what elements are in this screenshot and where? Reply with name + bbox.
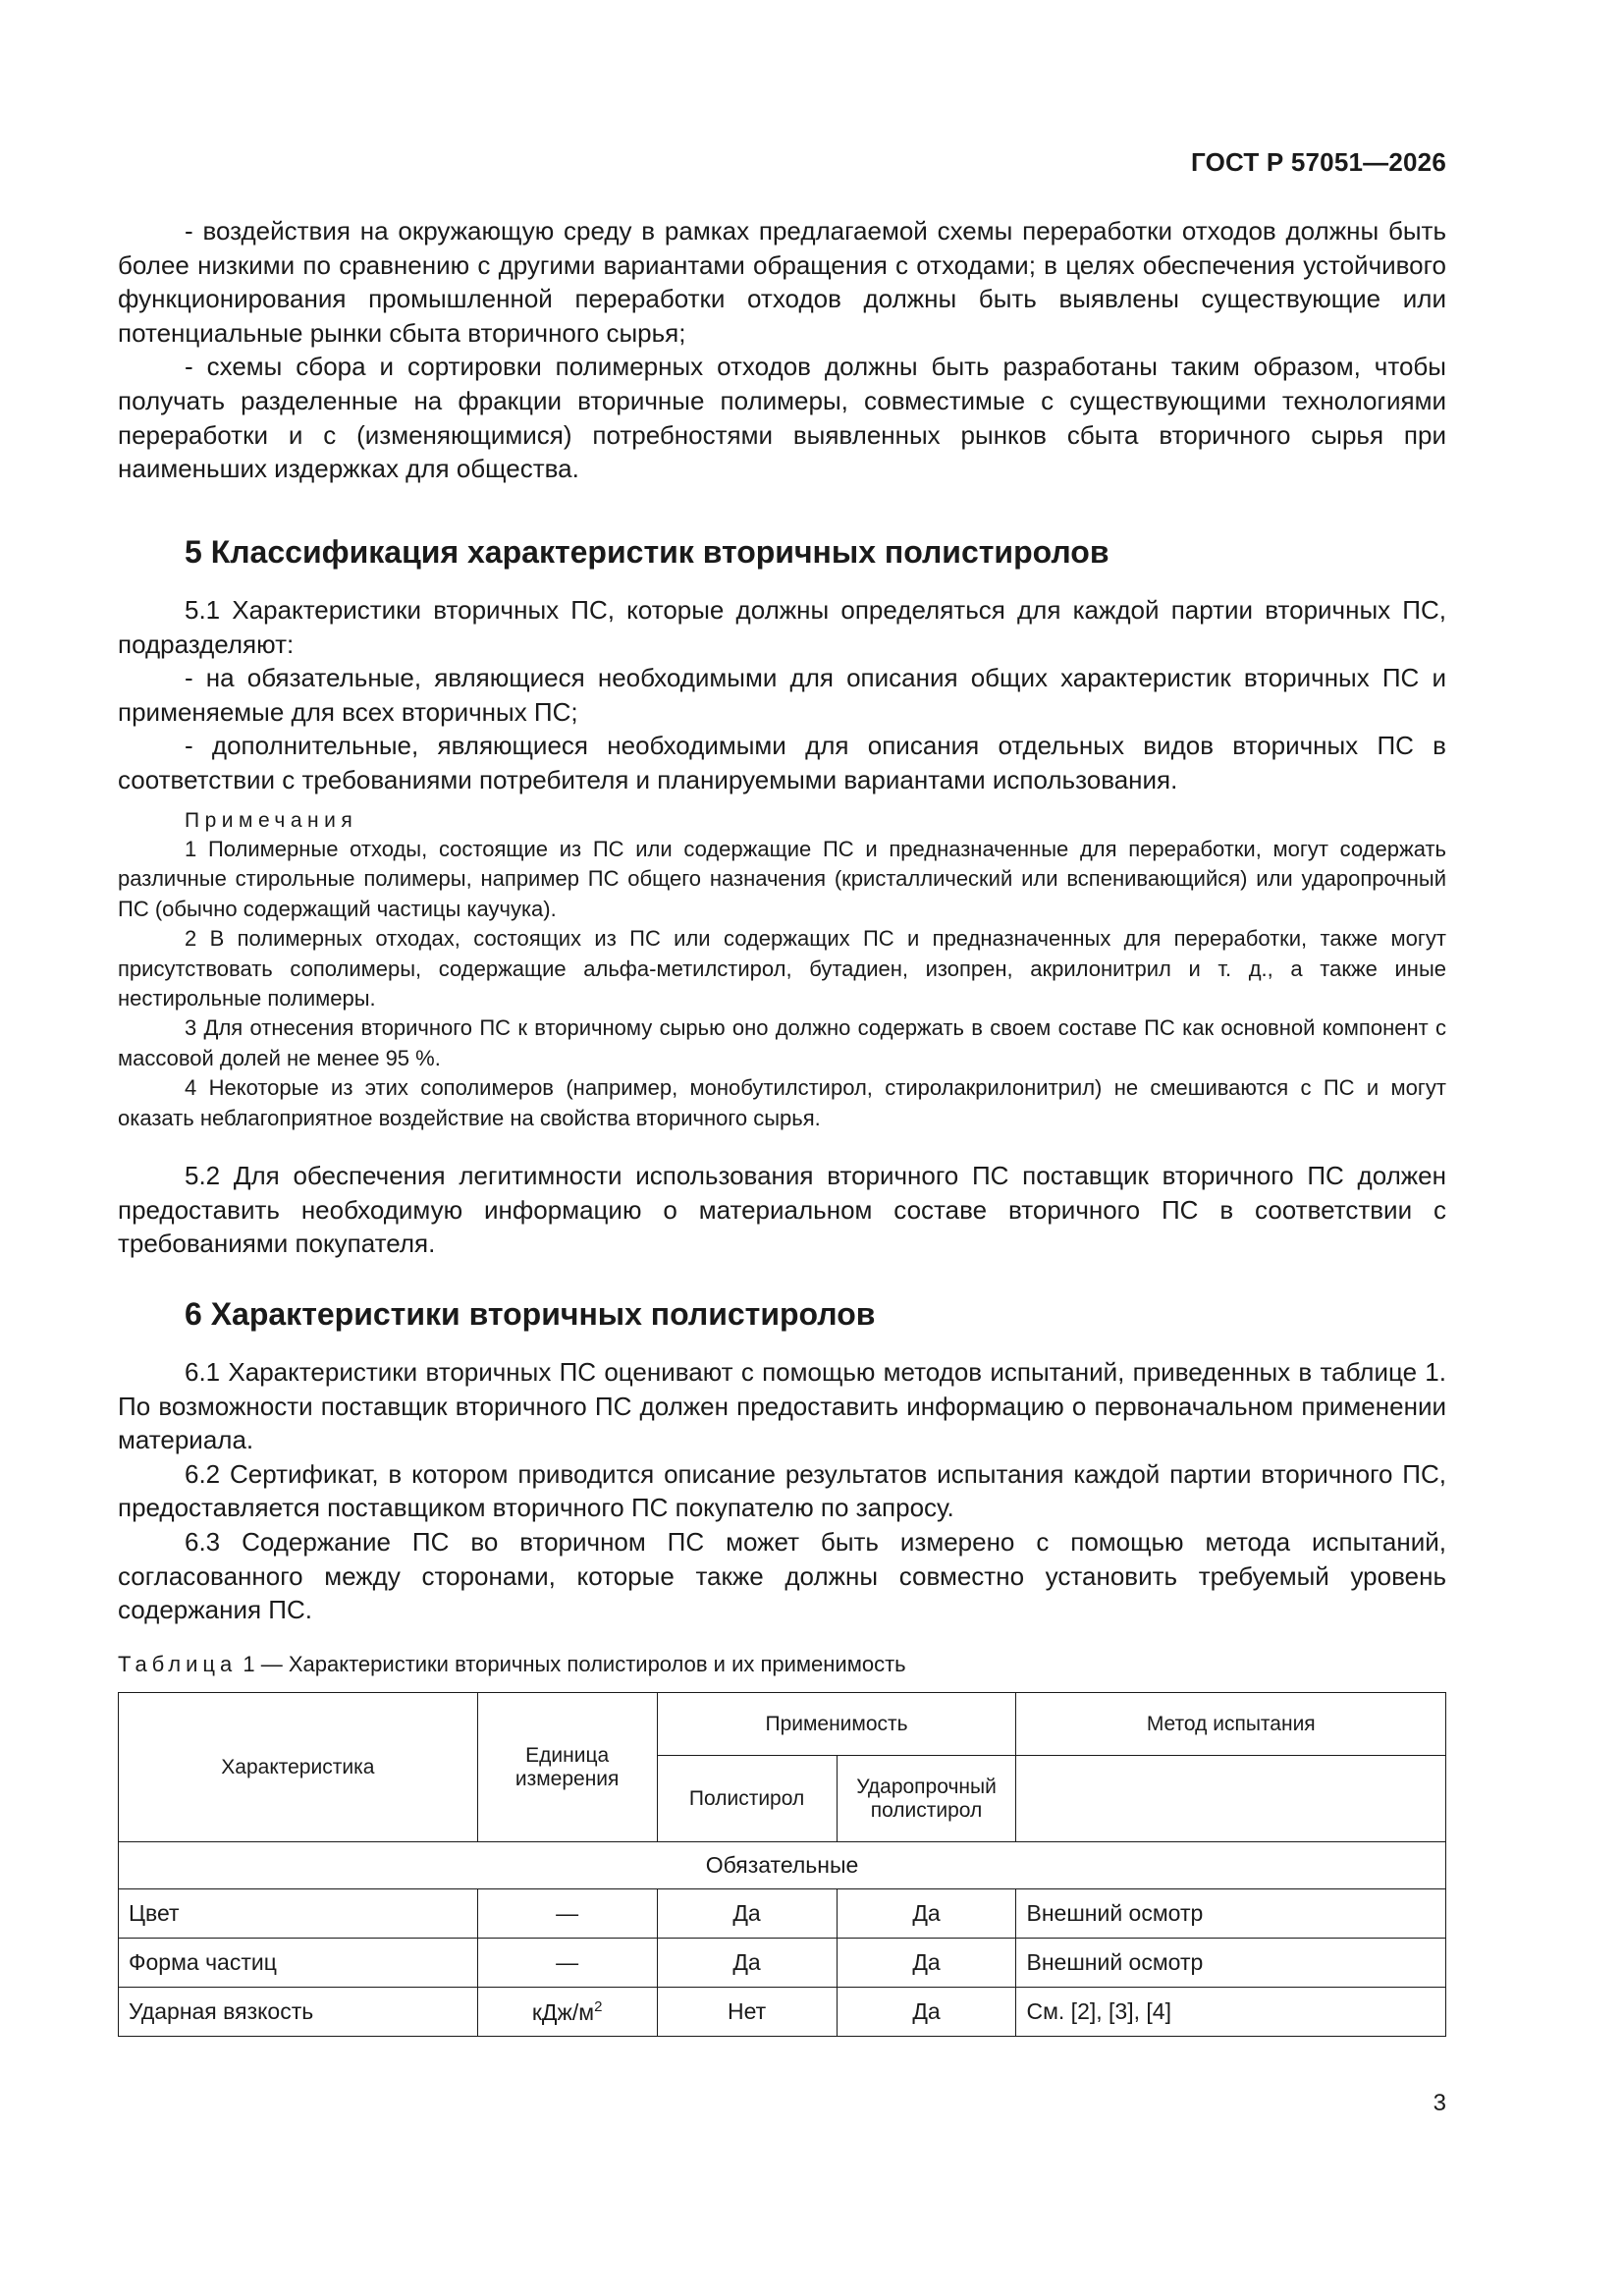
table-caption-word: Таблица	[118, 1652, 238, 1676]
note-1: 1 Полимерные отходы, состоящие из ПС или содержащие ПС и предназначенные для переработки, могут содержать различные стирольные полимеры, например ПС общего назначения (кристаллический или вспенивающийся) или ударопрочный ПС (обычно содержащий частицы каучука).	[118, 837, 1446, 921]
unit-text: кДж/м	[531, 1998, 595, 2025]
note-2: 2 В полимерных отходах, состоящих из ПС или содержащих ПС и предназначенных для переработки, также могут присутствовать сополимеры, содержащие альфа-метилстирол, бутадиен, изопрен, акрилонитрил и т. д., а также иные нестирольные полимеры.	[118, 926, 1446, 1011]
cell-polystyrene: Нет	[657, 1988, 837, 2037]
table-caption	[118, 1650, 1446, 1679]
section-5-title: 5 Классификация характеристик вторичных полистиролов	[185, 534, 1109, 570]
page-number: 3	[1433, 2090, 1446, 2116]
cell-characteristic: Форма частиц	[119, 1939, 478, 1988]
section-6-body	[118, 1355, 1446, 1627]
cell-method: Внешний осмотр	[1016, 1939, 1446, 1988]
paragraph-5-2: 5.2 Для обеспечения легитимности использования вторичного ПС поставщик вторичного ПС должен предоставить необходимую информацию о материальном составе вторичного ПС в соответствии с требованиями покупателя.	[118, 1161, 1446, 1259]
cell-hips: Да	[837, 1889, 1016, 1939]
paragraph-5-2-block	[118, 1159, 1446, 1261]
header-unit: Единица измерения	[477, 1693, 657, 1842]
note-4: 4 Некоторые из этих сополимеров (например, монобутилстирол, стиролакрилонитрил) не смешиваются с ПС и могут оказать неблагоприятное воздействие на свойства вторичного сырья.	[118, 1075, 1446, 1130]
cell-unit	[477, 1988, 657, 2037]
cell-polystyrene: Да	[657, 1889, 837, 1939]
paragraph-6-1: 6.1 Характеристики вторичных ПС оценивают с помощью методов испытаний, приведенных в таблице 1. По возможности поставщик вторичного ПС должен предоставить информацию о первоначальном применении материала.	[118, 1357, 1446, 1455]
document-id-header: ГОСТ Р 57051—2026	[1191, 147, 1446, 177]
note-3: 3 Для отнесения вторичного ПС к вторичному сырью оно должно содержать в своем составе ПС как основной компонент с массовой долей не менее 95 %.	[118, 1015, 1446, 1070]
header-method-empty	[1016, 1756, 1446, 1842]
header-characteristic: Характеристика	[119, 1693, 478, 1842]
paragraph-5-1-mandatory: - на обязательные, являющиеся необходимыми для описания общих характеристик вторичных ПС и применяемые для всех вторичных ПС;	[118, 663, 1446, 727]
unit-superscript: 2	[594, 1997, 603, 2015]
section-5	[118, 532, 1446, 572]
table-row	[119, 1939, 1446, 1988]
table-group-row	[119, 1842, 1446, 1889]
header-applicability: Применимость	[657, 1693, 1016, 1756]
header-polystyrene: Полистирол	[657, 1756, 837, 1842]
paragraph-5-1: 5.1 Характеристики вторичных ПС, которые должны определяться для каждой партии вторичных ПС, подразделяют:	[118, 595, 1446, 659]
cell-characteristic: Цвет	[119, 1889, 478, 1939]
header-hips: Ударопрочный полистирол	[837, 1756, 1016, 1842]
characteristics-table	[118, 1692, 1446, 2037]
cell-method: См. [2], [3], [4]	[1016, 1988, 1446, 2037]
section-6	[118, 1294, 1446, 1334]
paragraph-5-1-additional: - дополнительные, являющиеся необходимыми для описания отдельных видов вторичных ПС в соответствии с требованиями потребителя и планируемыми вариантами использования.	[118, 731, 1446, 794]
cell-unit: —	[477, 1889, 657, 1939]
notes-block	[118, 807, 1446, 1133]
notes-title: Примечания	[185, 809, 358, 832]
paragraph-6-3: 6.3 Содержание ПС во вторичном ПС может быть измерено с помощью метода испытаний, согласованного между сторонами, которые также должны совместно установить требуемый уровень содержания ПС.	[118, 1526, 1446, 1625]
table-row	[119, 1988, 1446, 2037]
cell-characteristic: Ударная вязкость	[119, 1988, 478, 2037]
cell-method: Внешний осмотр	[1016, 1889, 1446, 1939]
paragraph-6-2: 6.2 Сертификат, в котором приводится описание результатов испытания каждой партии вторичного ПС, предоставляется поставщиком вторичного ПС покупателю по запросу.	[118, 1458, 1446, 1523]
intro-paragraph-2: - схемы сбора и сортировки полимерных отходов должны быть разработаны таким образом, чтобы получать разделенные на фракции вторичные полимеры, совместимые с существующими технологиями переработки и с (изменяющимися) потребностями выявленных рынков сбыта вторичного сырья при наименьших издержках для общества.	[118, 352, 1446, 484]
cell-unit: —	[477, 1939, 657, 1988]
section-5-body	[118, 593, 1446, 797]
table-header-row-1	[119, 1693, 1446, 1756]
intro-block	[118, 214, 1446, 486]
group-mandatory: Обязательные	[119, 1842, 1446, 1889]
cell-polystyrene: Да	[657, 1939, 837, 1988]
section-6-title: 6 Характеристики вторичных полистиролов	[185, 1296, 876, 1332]
cell-hips: Да	[837, 1939, 1016, 1988]
table-caption-block	[118, 1650, 1446, 1679]
table-caption-text: 1 — Характеристики вторичных полистиролов и их применимость	[243, 1652, 906, 1676]
cell-hips: Да	[837, 1988, 1016, 2037]
table-row	[119, 1889, 1446, 1939]
intro-paragraph-1: - воздействия на окружающую среду в рамках предлагаемой схемы переработки отходов должны быть более низкими по сравнению с другими вариантами обращения с отходами; в целях обеспечения устойчивого функционирования промышленной переработки отходов должны быть выявлены существующие или потенциальные рынки сбыта вторичного сырья;	[118, 216, 1446, 348]
header-method: Метод испытания	[1016, 1693, 1446, 1756]
